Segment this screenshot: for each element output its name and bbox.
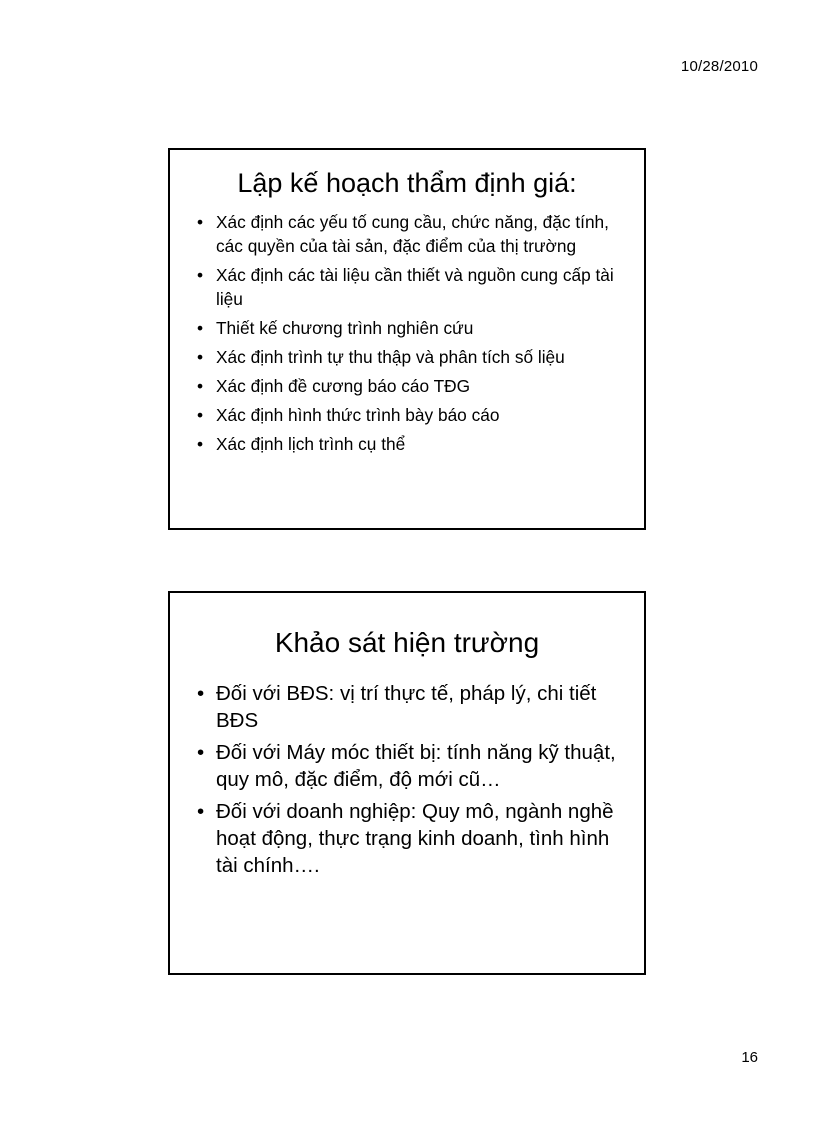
list-item-text: Thiết kế chương trình nghiên cứu [216, 318, 474, 338]
bullet-icon: • [197, 741, 205, 764]
bullet-icon: • [197, 405, 204, 425]
list-item [197, 345, 630, 369]
bullet-icon: • [197, 434, 204, 454]
slide-title: Lập kế hoạch thẩm định giá: [237, 168, 577, 198]
bullet-icon: • [197, 318, 204, 338]
list-item-text: Xác định trình tự thu thập và phân tích số liệu [216, 347, 565, 367]
list-item [197, 374, 630, 398]
list-item-text: Xác định đề cương báo cáo TĐG [216, 376, 471, 396]
list-item-text: Đối với Máy móc thiết bị: tính năng kỹ thuật, quy mô, đặc điểm, độ mới cũ… [216, 741, 616, 791]
list-item-text: Xác định các yếu tố cung cầu, chức năng, đặc tính, các quyền của tài sản, đặc điểm của thị trường [216, 212, 609, 256]
slide-planning [168, 148, 646, 530]
bullet-icon: • [197, 212, 204, 232]
list-item [197, 316, 630, 340]
slide-field-survey [168, 591, 646, 975]
page-number: 16 [741, 1049, 758, 1066]
list-item-text: Đối với BĐS: vị trí thực tế, pháp lý, chi tiết BĐS [216, 682, 597, 732]
list-item-text: Xác định lịch trình cụ thể [216, 434, 406, 454]
slide-title: Khảo sát hiện trường [274, 627, 540, 658]
bullet-icon: • [197, 682, 205, 705]
list-item [197, 798, 630, 879]
list-item [197, 210, 630, 258]
bullet-list [170, 680, 644, 879]
bullet-list [170, 210, 644, 456]
list-item [197, 403, 630, 427]
list-item-text: Xác định hình thức trình bày báo cáo [216, 405, 500, 425]
bullet-icon: • [197, 265, 204, 285]
bullet-icon: • [197, 800, 205, 823]
list-item [197, 680, 630, 734]
list-item [197, 432, 630, 456]
bullet-icon: • [197, 347, 204, 367]
date-header: 10/28/2010 [680, 58, 758, 75]
list-item-text: Xác định các tài liệu cần thiết và nguồn cung cấp tài liệu [216, 265, 614, 309]
list-item-text: Đối với doanh nghiệp: Quy mô, ngành nghề hoạt động, thực trạng kinh doanh, tình hình tài chính…. [216, 800, 614, 877]
list-item [197, 263, 630, 311]
bullet-icon: • [197, 376, 204, 396]
list-item [197, 739, 630, 793]
